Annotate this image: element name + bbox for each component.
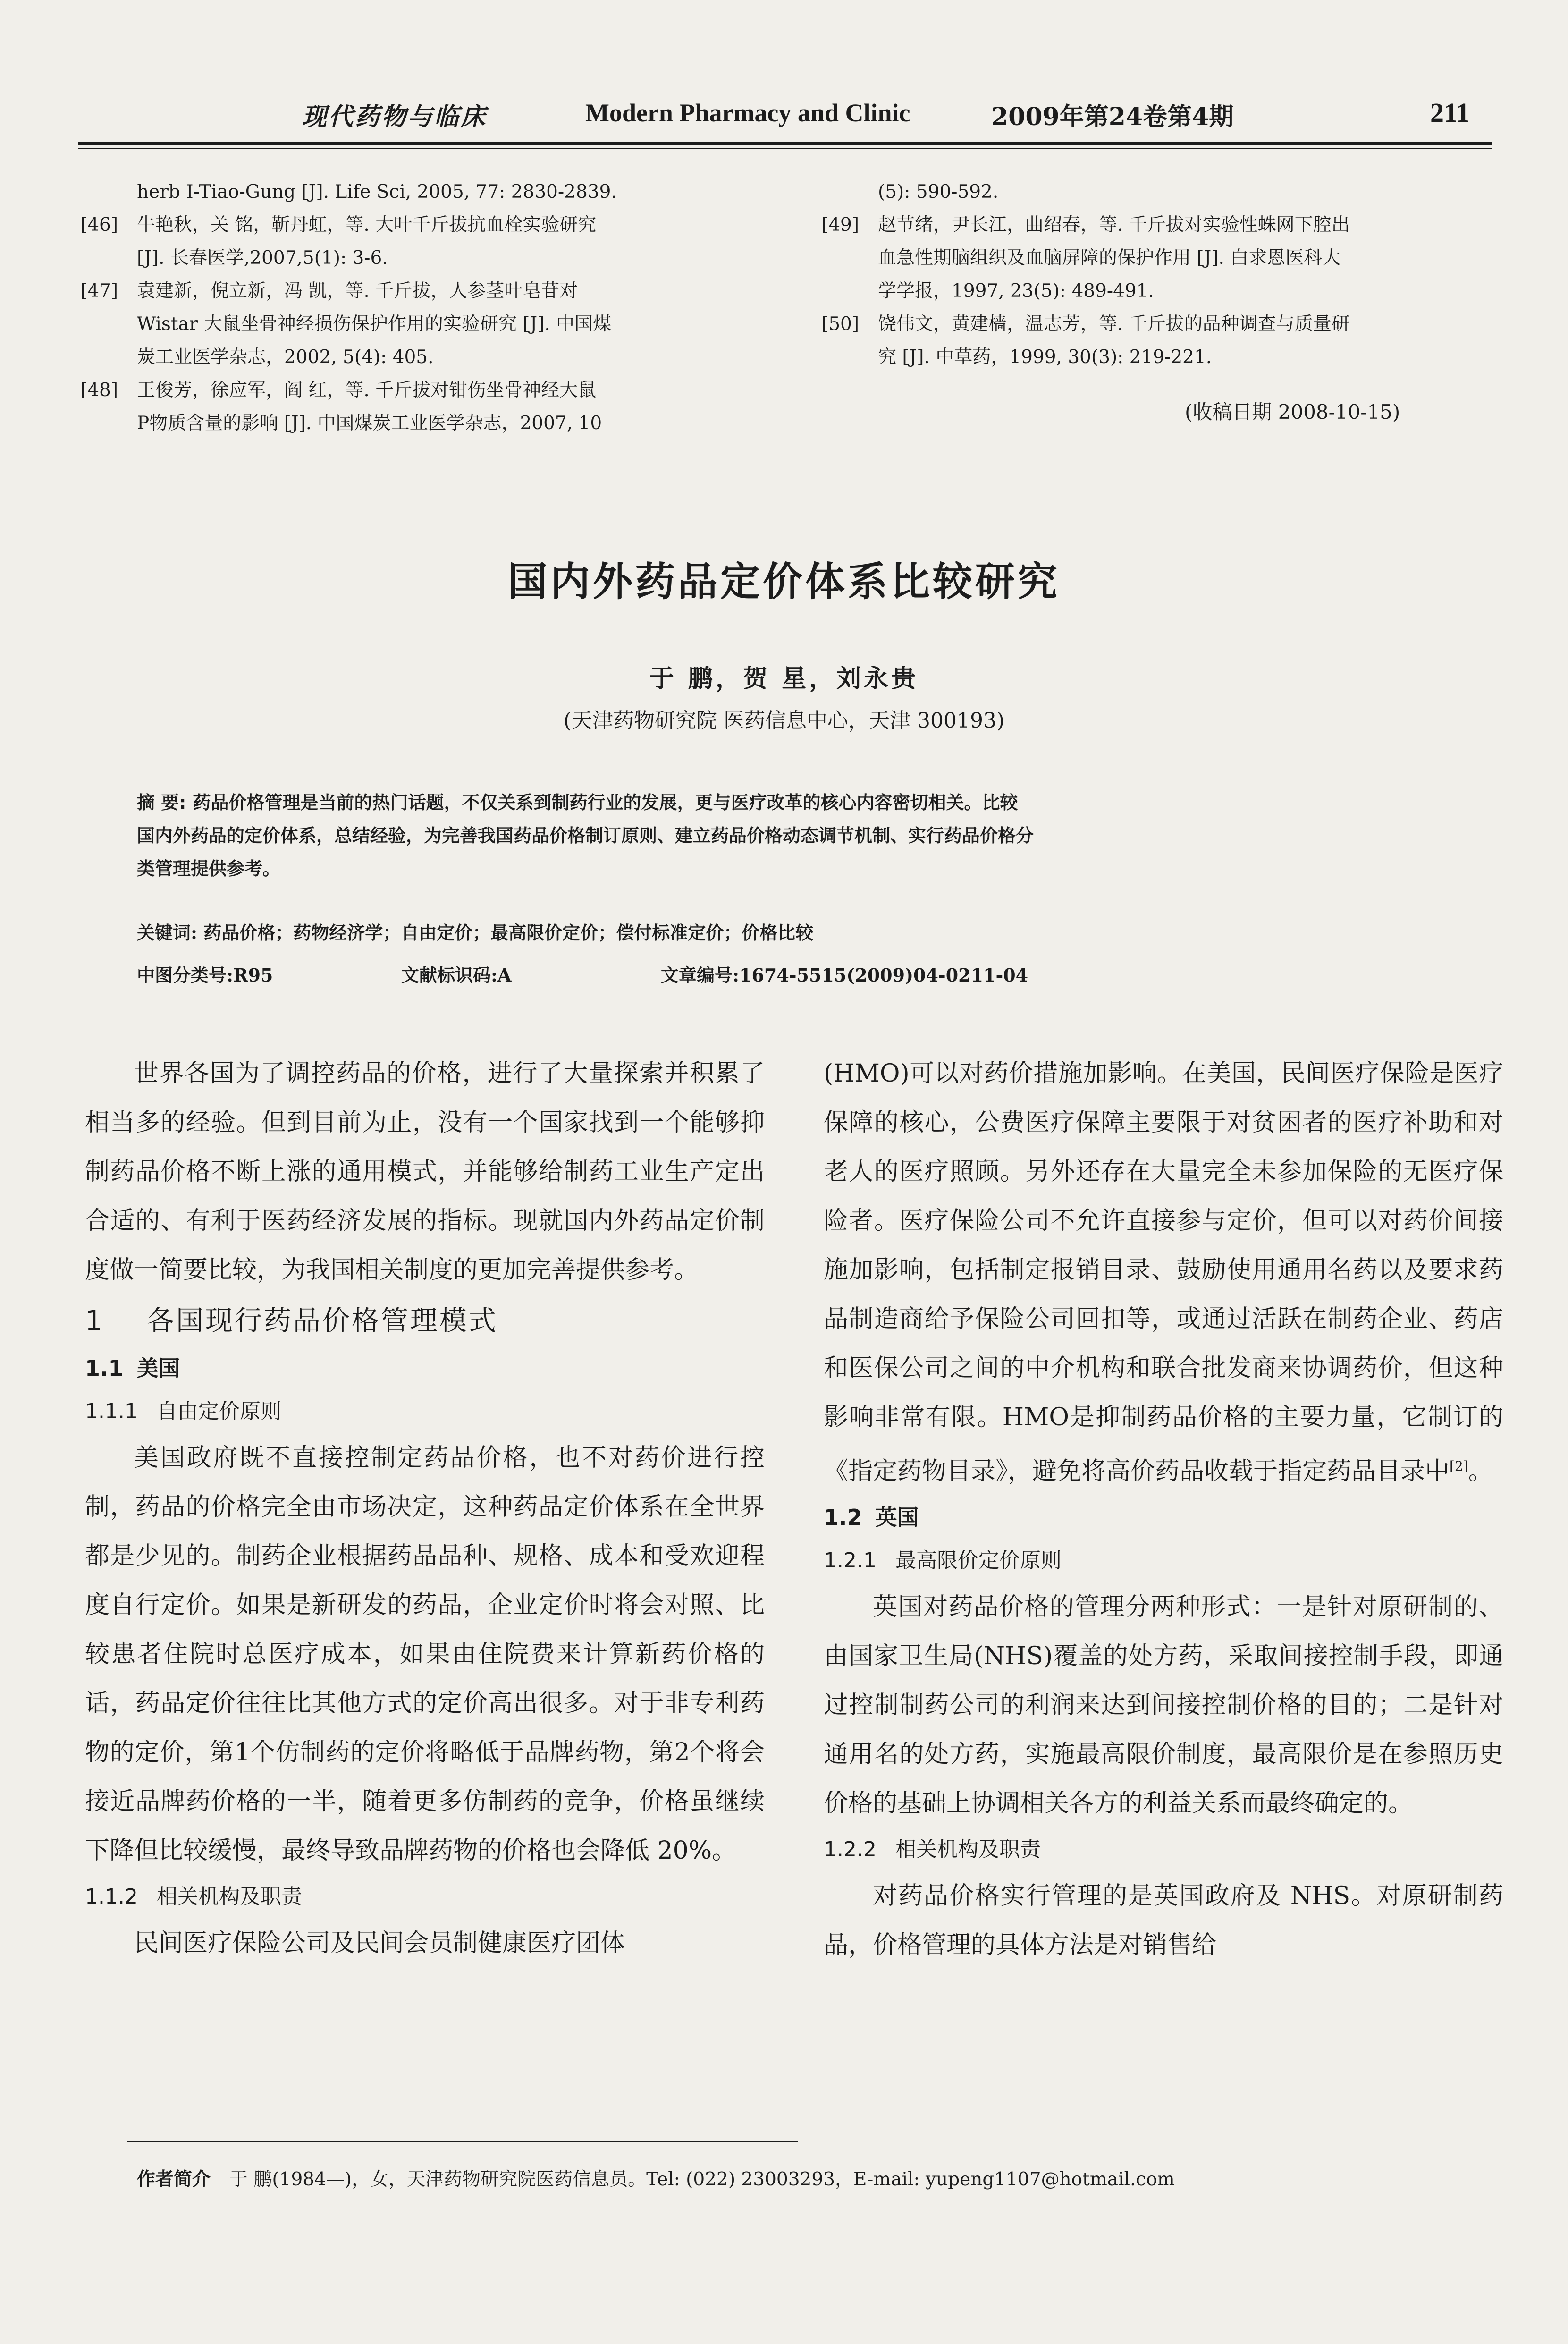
abstract-line: 类管理提供参考。 (137, 858, 281, 879)
reference-line: 袁建新，倪立新，冯 凯，等. 千斤拔，人参茎叶皂苷对 (137, 280, 578, 302)
reference-number: [49] (821, 214, 860, 236)
footnote-rule (127, 2141, 798, 2142)
subsubsection-number: 1.2.1 (824, 1549, 877, 1573)
keywords (137, 918, 1442, 944)
reference-line: herb I-Tiao-Gung [J]. Life Sci, 2005, 77: 2830-2839. (137, 181, 617, 203)
subsection-number: 1.1 (85, 1355, 124, 1381)
abstract-line: 药品价格管理是当前的热门话题，不仅关系到制药行业的发展，更与医疗改革的核心内容密切相关。比较 (193, 792, 1018, 813)
reference-number: [46] (80, 214, 118, 236)
subsubsection-title: 相关机构及职责 (895, 1837, 1041, 1862)
paragraph-text: (HMO)可以对药价措施加影响。在美国，民间医疗保险是医疗保障的核心，公费医疗保障主要限于对贫困者的医疗补助和对老人的医疗照顾。另外还存在大量完全未参加保险的无医疗保险者。医疗保险公司不允许直接参与定价，但可以对药价间接施加影响，包括制定报销目录、鼓励使用通用名药以及要求药品制造商给予保险公司回扣等，或通过活跃在制药企业、药店和医保公司之间的中介机构和联合批发商来协调药价，但这种影响非常有限。HMO是抑制药品价格的主要力量，它制订的《指定药物目录》，避免将高价药品收载于指定药品目录中 (824, 1059, 1503, 1486)
footnote-label: 作者简介 (137, 2169, 211, 2190)
clc-number: 中图分类号:R95 (137, 965, 273, 986)
reference-number: [47] (80, 280, 118, 302)
reference-item (137, 176, 835, 209)
reference-item (878, 176, 1568, 209)
issue-info: 2009年第24卷第4期 (991, 102, 1234, 131)
article-number: 文章编号:1674-5515(2009)04-0211-04 (661, 965, 1028, 986)
reference-line: 学学报，1997, 23(5): 489-491. (878, 280, 1154, 302)
reference-line: 赵节绪，尹长江，曲绍春，等. 千斤拔对实验性蛛网下腔出 (878, 214, 1350, 236)
reference-item (80, 374, 779, 440)
subsubsection-heading (85, 1390, 765, 1433)
reference-line: 王俊芳，徐应军，阎 红，等. 千斤拔对钳伤坐骨神经大鼠 (137, 380, 597, 401)
header-rule-thin (78, 148, 1492, 149)
section-heading (85, 1295, 765, 1346)
subsection-title: 美国 (136, 1355, 180, 1381)
reference-line: 炭工业医学杂志，2002, 5(4): 405. (137, 347, 434, 368)
subsubsection-number: 1.1.1 (85, 1399, 138, 1423)
abstract-label: 摘 要: (137, 792, 186, 813)
reference-number: [48] (80, 380, 118, 401)
article-affiliation: (天津药物研究院 医药信息中心，天津 300193) (563, 709, 1005, 733)
subsection-title: 英国 (875, 1505, 919, 1531)
intro-paragraph: 世界各国为了调控药品的价格，进行了大量探索并积累了相当多的经验。但到目前为止，没有一个国家找到一个能够抑制药品价格不断上涨的通用模式，并能够给制药工业生产定出合适的、有利于医药经济发展的指标。现就国内外药品定价制度做一简要比较，为我国相关制度的更加完善提供参考。 (85, 1059, 765, 1284)
body-paragraph: 英国对药品价格的管理分两种形式：一是针对原研制的、由国家卫生局(NHS)覆盖的处方药，采取间接控制手段，即通过控制制药公司的利润来达到间接控制价格的目的；二是针对通用名的处方药，实施最高限价制度，最高限价是在参照历史价格的基础上协调相关各方的利益关系而最终确定的。 (824, 1593, 1503, 1818)
journal-name-en: Modern Pharmacy and Clinic (585, 99, 910, 127)
subsection-heading (85, 1346, 765, 1390)
subsubsection-heading (85, 1875, 765, 1919)
subsubsection-title: 相关机构及职责 (156, 1885, 302, 1909)
keywords-label: 关键词: (137, 922, 198, 943)
subsubsection-heading (824, 1828, 1503, 1871)
article-authors: 于 鹏，贺 星，刘永贵 (649, 664, 919, 693)
abstract (137, 786, 1442, 885)
header-rule (78, 142, 1492, 145)
document-code: 文献标识码:A (401, 965, 512, 986)
author-footnote (137, 2165, 1175, 2191)
reference-line: P物质含量的影响 [J]. 中国煤炭工业医学杂志，2007, 10 (137, 413, 602, 434)
reference-item (80, 209, 779, 275)
body-left-column (85, 1049, 765, 1968)
reference-line: [J]. 长春医学,2007,5(1): 3-6. (137, 247, 388, 269)
journal-name-cn: 现代药物与临床 (302, 102, 488, 131)
reference-item (821, 308, 1520, 374)
received-date: (收稿日期 2008-10-15) (1185, 400, 1400, 423)
article-title: 国内外药品定价体系比较研究 (507, 558, 1060, 605)
section-number: 1 (85, 1304, 104, 1337)
reference-line: Wistar 大鼠坐骨神经损伤保护作用的实验研究 [J]. 中国煤 (137, 313, 612, 335)
reference-line: 牛艳秋，关 铭，靳丹虹，等. 大叶千斤拔抗血栓实验研究 (137, 214, 597, 236)
page-number: 211 (1430, 97, 1470, 128)
body-paragraph (824, 1049, 1503, 1496)
reference-item (80, 275, 779, 374)
citation-mark: [2] (1450, 1458, 1468, 1474)
body-paragraph: 民间医疗保险公司及民间会员制健康医疗团体 (134, 1929, 625, 1957)
body-paragraph: 对药品价格实行管理的是英国政府及 NHS。对原研制药品，价格管理的具体方法是对销售给 (824, 1882, 1503, 1960)
abstract-line: 国内外药品的定价体系，总结经验，为完善我国药品价格制订原则、建立药品价格动态调节机制、实行药品价格分 (137, 825, 1034, 846)
subsection-number: 1.2 (824, 1505, 862, 1531)
keywords-text: 药品价格；药物经济学；自由定价；最高限价定价；偿付标准定价；价格比较 (203, 922, 814, 943)
reference-line: 饶伟文，黄建樯，温志芳，等. 千斤拔的品种调查与质量研 (878, 313, 1350, 335)
subsubsection-title: 最高限价定价原则 (895, 1549, 1062, 1573)
section-title: 各国现行药品价格管理模式 (146, 1304, 498, 1337)
footnote-text: 于 鹏(1984—)，女，天津药物研究院医药信息员。Tel: (022) 23003293，E-mail: yupeng1107@hotmail.com (229, 2169, 1175, 2190)
paragraph-end: 。 (1468, 1457, 1493, 1486)
subsubsection-heading (824, 1539, 1503, 1582)
body-paragraph: 美国政府既不直接控制定药品价格，也不对药价进行控制，药品的价格完全由市场决定，这种药品定价体系在全世界都是少见的。制药企业根据药品品种、规格、成本和受欢迎程度自行定价。如果是新研发的药品，企业定价时将会对照、比较患者住院时总医疗成本，如果由住院费来计算新药价格的话，药品定价往往比其他方式的定价高出很多。对于非专利药物的定价，第1个仿制药的定价将略低于品牌药物，第2个将会接近品牌药价格的一半，随着更多仿制药的竞争，价格虽继续下降但比较缓慢，最终导致品牌药物的价格也会降低 20%。 (85, 1444, 765, 1865)
reference-item (821, 209, 1520, 308)
reference-line: 究 [J]. 中草药，1999, 30(3): 219-221. (878, 347, 1212, 368)
subsubsection-number: 1.1.2 (85, 1885, 138, 1909)
subsubsection-number: 1.2.2 (824, 1837, 877, 1862)
reference-line: 血急性期脑组织及血脑屏障的保护作用 [J]. 白求恩医科大 (878, 247, 1341, 269)
reference-line: (5): 590-592. (878, 181, 999, 203)
subsubsection-title: 自由定价原则 (156, 1399, 281, 1423)
reference-number: [50] (821, 313, 860, 335)
subsection-heading (824, 1496, 1503, 1539)
body-right-column (824, 1049, 1503, 1970)
